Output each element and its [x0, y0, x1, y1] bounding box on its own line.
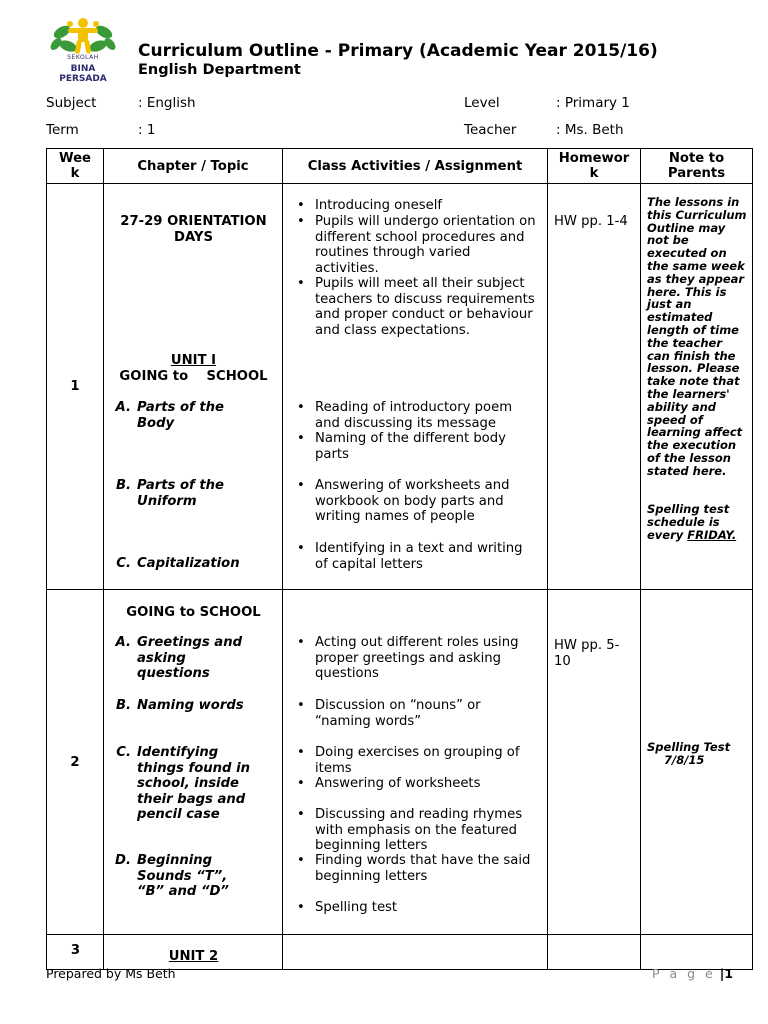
activity-item: • Pupils will undergo orientation on different school procedures and routines through varied activities. — [297, 214, 536, 276]
activity-item: • Introducing oneself — [297, 198, 443, 213]
note-to-parents-text: The lessons in this Curriculum Outline may not be executed on the same week as they appear here. This is just an estimated length of time the teacher can finish the lesson. Please take note that the learners' ability and speed of learning affect the execution of the lesson stated here. — [647, 195, 747, 478]
teacher-label: Teacher — [464, 122, 517, 138]
topic-item: D. Beginning Sounds “T”, “B” and “D” — [115, 853, 229, 899]
header-homework: Homewor k — [548, 149, 641, 184]
department-subtitle: English Department — [138, 62, 301, 78]
unit-title: GOING to SCHOOL — [119, 369, 268, 384]
spelling-test-note: Spelling Test 7/8/15 — [647, 740, 731, 767]
level-label: Level — [464, 95, 500, 111]
topic-cell — [104, 184, 283, 590]
table-row — [47, 590, 753, 935]
subject-label: Subject — [46, 95, 97, 111]
note-cell — [641, 590, 753, 935]
header-week: Wee k — [47, 149, 104, 184]
week-cell: 1 — [47, 184, 104, 590]
activity-item: • Spelling test — [297, 900, 398, 915]
term-label: Term — [46, 122, 79, 138]
page-number: P a g e |1 — [652, 966, 734, 981]
unit-title: GOING to SCHOOL — [126, 605, 261, 620]
note-cell — [641, 935, 753, 970]
topic-item: A. Parts of the Body — [115, 400, 224, 431]
logo-text-school-name: BINA PERSADA — [59, 64, 107, 84]
activity-item: • Pupils will meet all their subject teachers to discuss requirements and proper conduct or behaviour and class expectations. — [297, 276, 535, 338]
homework-text: HW pp. 5-10 — [554, 638, 620, 669]
homework-cell — [548, 935, 641, 970]
orientation-heading: 27-29 ORIENTATION DAYS — [120, 214, 267, 245]
unit-label: UNIT I — [170, 353, 217, 368]
homework-text: HW pp. 1-4 — [554, 214, 628, 229]
activity-item: • Answering of worksheets — [297, 776, 481, 791]
activities-cell — [283, 184, 548, 590]
spelling-schedule-note: Spelling test schedule is every FRIDAY. — [647, 502, 737, 542]
activities-cell — [283, 935, 548, 970]
curriculum-table — [46, 148, 753, 970]
school-emblem-icon — [44, 14, 122, 58]
school-logo — [44, 14, 122, 84]
table-row — [47, 935, 753, 970]
prepared-by: Prepared by Ms Beth — [46, 966, 176, 981]
header-activities: Class Activities / Assignment — [283, 149, 548, 184]
activities-cell — [283, 590, 548, 935]
homework-cell — [548, 590, 641, 935]
unit-label: UNIT 2 — [168, 949, 219, 964]
topic-item: A. Greetings and asking questions — [115, 635, 243, 681]
teacher-value: : Ms. Beth — [556, 122, 624, 138]
topic-item: B. Parts of the Uniform — [115, 478, 224, 509]
logo-text-small: SEKOLAH — [67, 54, 99, 61]
activity-item: • Discussion on “nouns” or “naming words” — [297, 698, 481, 729]
topic-cell — [104, 590, 283, 935]
activity-item: • Naming of the different body parts — [297, 431, 506, 462]
term-value: : 1 — [138, 122, 156, 138]
level-value: : Primary 1 — [556, 95, 630, 111]
activity-item: • Acting out different roles using proper greetings and asking questions — [297, 635, 519, 681]
activity-item: • Reading of introductory poem and discussing its message — [297, 400, 513, 431]
activity-item: • Discussing and reading rhymes with emphasis on the featured beginning letters — [297, 807, 523, 853]
week-cell: 2 — [47, 590, 104, 935]
table-header-row — [47, 149, 753, 184]
activity-item: • Identifying in a text and writing of capital letters — [297, 541, 523, 572]
topic-item: C. Capitalization — [116, 556, 240, 571]
homework-cell — [548, 184, 641, 590]
table-row — [47, 184, 753, 590]
header-topic: Chapter / Topic — [104, 149, 283, 184]
activity-item: • Finding words that have the said beginning letters — [297, 853, 531, 884]
topic-item: C. Identifying things found in school, inside their bags and pencil case — [116, 745, 250, 822]
topic-item: B. Naming words — [115, 698, 244, 713]
page-title: Curriculum Outline - Primary (Academic Year 2015/16) — [138, 41, 658, 61]
topic-cell — [104, 935, 283, 970]
subject-value: : English — [138, 95, 196, 111]
note-cell — [641, 184, 753, 590]
week-cell: 3 — [47, 935, 104, 970]
activity-item: • Answering of worksheets and workbook on body parts and writing names of people — [297, 478, 510, 524]
activity-item: • Doing exercises on grouping of items — [297, 745, 520, 776]
header-note: Note to Parents — [641, 149, 753, 184]
